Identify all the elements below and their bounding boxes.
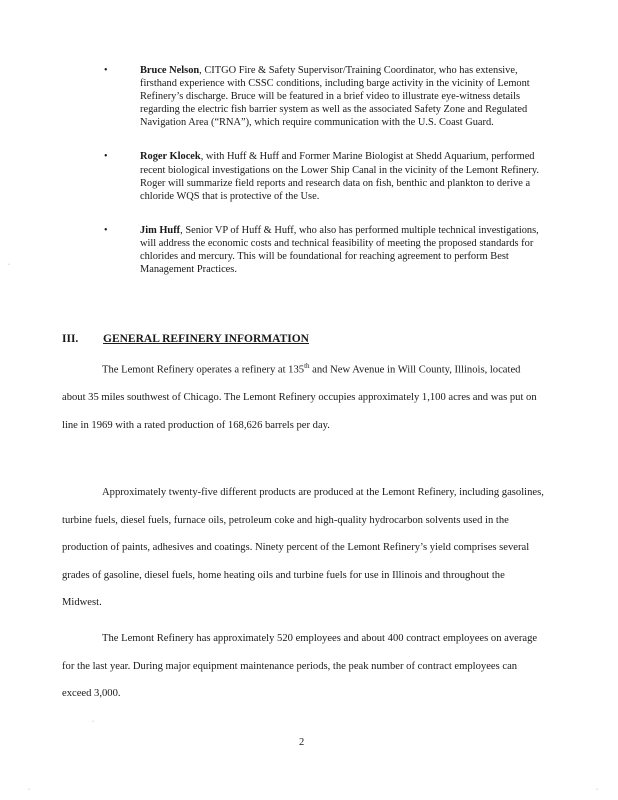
paragraph-products: Approximately twenty-five different products are produced at the Lemont Refinery, including gasolines, turbine fuels, diesel fuels, furnace oils, petroleum coke and high-quality hydrocarbon solvents used in the production of paints, adhesives and coatings. Ninety percent of the Lemont Refinery’s yield comprises several grades of gasoline, diesel fuels, home heating oils and turbine fuels for use in Illinois and throughout the Midwest. — [62, 487, 544, 608]
bullet-list — [102, 64, 542, 297]
paragraph-text: The Lemont Refinery operates a refinery at 135 — [102, 364, 305, 376]
section-heading — [62, 333, 309, 345]
bullet-item — [102, 64, 542, 129]
section-number: III. — [62, 333, 79, 345]
ordinal-suffix: th — [304, 362, 310, 370]
scan-speck: · — [596, 787, 598, 793]
section-title: GENERAL REFINERY INFORMATION — [103, 333, 309, 345]
bullet-dot-icon: • — [104, 151, 108, 163]
bullet-item — [102, 150, 542, 202]
bullet-dot-icon: • — [104, 65, 108, 76]
paragraph-location — [62, 353, 544, 439]
scan-speck: · — [92, 719, 94, 725]
bullet-item — [102, 224, 542, 276]
paragraph-employees: The Lemont Refinery has approximately 520 employees and about 400 contract employees on average for the last year. During major equipment maintenance periods, the peak number of contract employees can exceed 3,000. — [62, 633, 538, 699]
bullet-text: , Senior VP of Huff & Huff, who also has performed multiple technical investigations, will address the economic costs and technical feasibility of meeting the proposed standards for chlorides and mercury. This will be foundational for reaching agreement to perform Best Management Practices. — [140, 224, 539, 276]
bullet-person-name: Jim Huff — [140, 224, 181, 236]
bullet-person-name: Roger Klocek — [140, 151, 201, 163]
paragraph-text: and New Avenue in Will County, Illinois, located about 35 miles southwest of Chicago. The Lemont Refinery occupies approximately 1,100 acres and was put on line in 1969 with a rated production of 168,626 barrels per day. — [62, 364, 537, 431]
bullet-text: , with Huff & Huff and Former Marine Biologist at Shedd Aquarium, performed recent biological investigations on the Lower Ship Canal in the vicinity of the Lemont Refinery. Roger will summarize field reports and research data on fish, benthic and plankton to derive a chloride WQS that is protective of the Use. — [140, 151, 539, 202]
bullet-person-name: Bruce Nelson — [140, 65, 200, 76]
scan-speck: · — [28, 787, 30, 793]
bullet-dot-icon: • — [104, 224, 108, 236]
scan-speck: · — [8, 262, 10, 268]
page-number: 2 — [299, 737, 305, 748]
bullet-text: , CITGO Fire & Safety Supervisor/Training Coordinator, who has extensive, firsthand experience with CSSC conditions, including barge activity in the vicinity of Lemont Refinery’s discharge. Bruce will be featured in a brief video to illustrate eye-witness details regarding the electric fish barrier system as well as the associated Safety Zone and Regulated Navigation Area (“RNA”), which require communication with the U.S. Coast Guard. — [140, 65, 530, 129]
